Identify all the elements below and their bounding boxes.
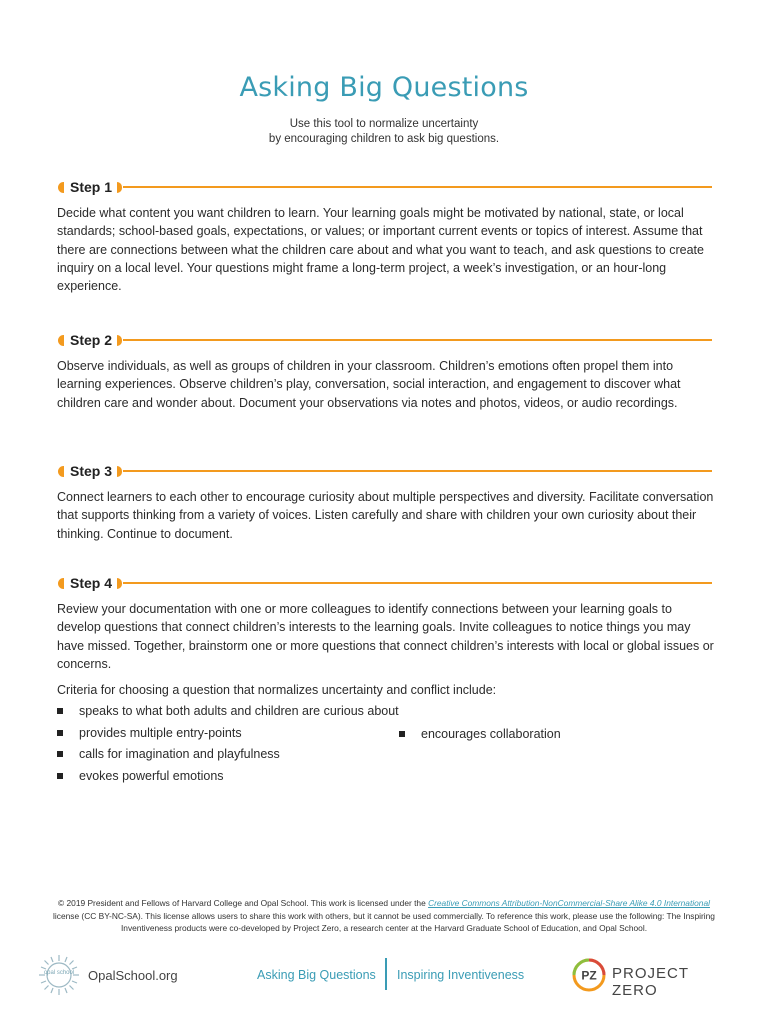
page-subtitle (0, 117, 768, 147)
step-4-label: Step 4 (70, 575, 113, 591)
svg-text:opal school: opal school (43, 970, 75, 976)
bullet-square-icon (57, 751, 63, 757)
right-bracket-icon (117, 182, 122, 193)
footer-copyright: © 2019 President and Fellows of Harvard College and Opal School. This work is licensed under the Creative Commons Attribution-NonCommercial-Share Alike 4.0 International license (CC BY-NC-SA). This license allows users to share this work with others, but it cannot be used commercially. To reference this work, please use the following: The Inspiring Inventiveness products were co-developed by Project Zero, a research center at the Harvard Graduate School of Education, and Opal School. (53, 898, 715, 934)
project-zero-logo-icon (572, 958, 606, 992)
step-divider (123, 186, 712, 188)
bullet-square-icon (57, 730, 63, 736)
bullet-square-icon (399, 731, 405, 737)
step-2-header (58, 330, 712, 350)
right-bracket-icon (117, 578, 122, 589)
step-1-text: Decide what content you want children to learn. Your learning goals might be motivated by national, state, or local standards; school-based goals, expectations, or values; or important current events or topics of interest. Assume that there are connections between what the children care about and what you want to teach, and ask questions to create inquiry on a local level. Your questions might frame a long-term project, a week’s investigation, or an hour-long experience. (57, 206, 704, 294)
footer-divider (385, 958, 387, 990)
step-2-text: Observe individuals, as well as groups of children in your classroom. Children’s emotions often propel them into learning experiences. Observe children’s play, conversation, social interaction, and engagement to discover what children care and wonder about. Document your observations via notes and photos, videos, or audio recordings. (57, 359, 681, 410)
step-divider (123, 339, 712, 341)
step-3-label: Step 3 (70, 463, 113, 479)
left-bracket-icon (58, 466, 64, 477)
footer-series-title: Inspiring Inventiveness (397, 968, 525, 982)
step-4-text: Review your documentation with one or more colleagues to identify connections between your learning goals to develop questions that connect children’s interests to the learning goals. Invite colleagues to notice things you may have missed. Together, brainstorm one or more questions that connect children’s interests with local or global issues or concerns. (57, 602, 714, 671)
page-title: Asking Big Questions (239, 72, 529, 103)
bullet-square-icon (57, 708, 63, 714)
bullet-square-icon (57, 773, 63, 779)
criteria-intro: Criteria for choosing a question that normalizes uncertainty and conflict include: (57, 683, 497, 697)
left-bracket-icon (58, 182, 64, 193)
list-item: calls for imagination and playfulness (57, 747, 280, 761)
step-3-text: Connect learners to each other to encourage curiosity about multiple perspectives and diversity. Facilitate conversation that supports thinking from a variety of voices. Listen carefully and share with children your own curiosity about their thinking. Continue to document. (57, 490, 714, 541)
step-1-header (58, 177, 712, 197)
opal-school-logo-icon (38, 954, 80, 996)
step-1-label: Step 1 (70, 179, 113, 195)
left-bracket-icon (58, 578, 64, 589)
footer-doc-title: Asking Big Questions (257, 968, 376, 982)
subtitle-line-1: Use this tool to normalize uncertainty (289, 118, 479, 130)
project-zero-name: PROJECT ZERO (612, 965, 689, 999)
step-3-header (58, 461, 712, 481)
opal-site-link[interactable]: OpalSchool.org (88, 968, 178, 983)
step-divider (123, 470, 712, 472)
right-bracket-icon (117, 466, 122, 477)
subtitle-line-2: by encouraging children to ask big questions. (268, 133, 500, 145)
left-bracket-icon (58, 335, 64, 346)
list-item: provides multiple entry-points (57, 726, 242, 740)
list-item: speaks to what both adults and children are curious about (57, 704, 399, 718)
svg-text:PZ: PZ (581, 968, 597, 983)
list-item: encourages collaboration (399, 727, 561, 741)
step-2-label: Step 2 (70, 332, 113, 348)
list-item: evokes powerful emotions (57, 769, 224, 783)
footer-bar (38, 952, 718, 999)
right-bracket-icon (117, 335, 122, 346)
license-link[interactable]: Creative Commons Attribution-NonCommercial-Share Alike 4.0 International (428, 898, 710, 908)
step-4-header (58, 573, 712, 593)
step-divider (123, 582, 712, 584)
